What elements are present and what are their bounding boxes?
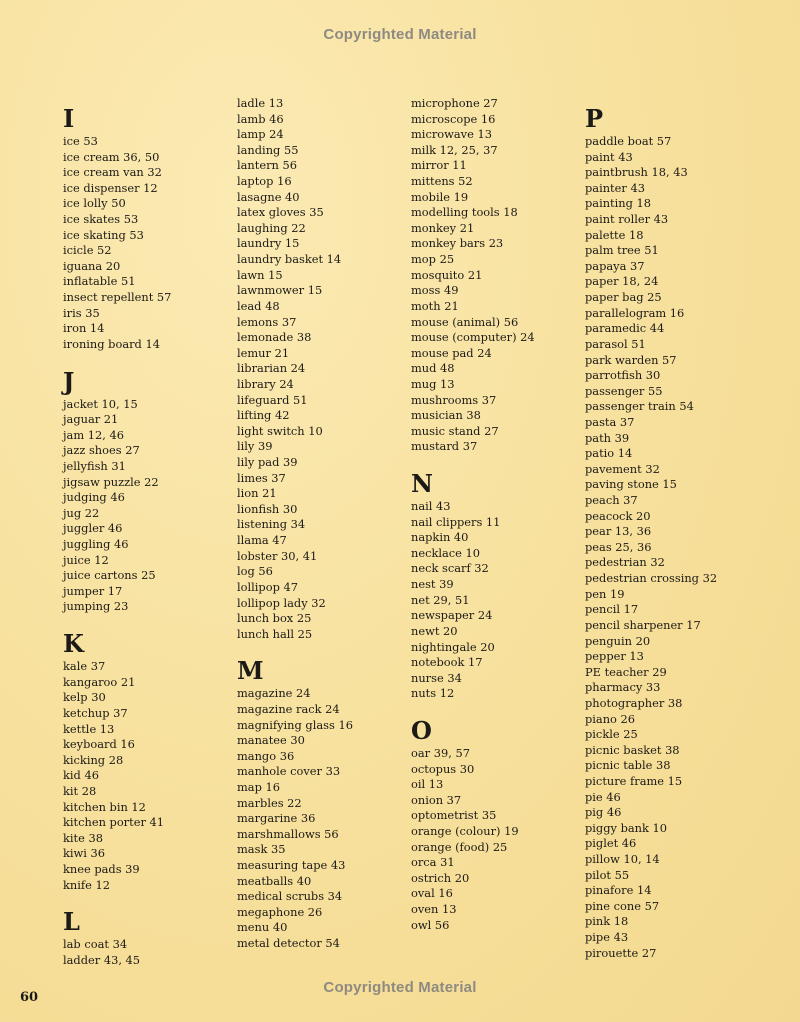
- index-entry: landing 55: [237, 142, 299, 157]
- index-entry: jigsaw puzzle 22: [63, 474, 159, 489]
- index-entry: mosquito 21: [411, 267, 483, 282]
- entry-list: [63, 134, 238, 353]
- index-entry: mud 48: [411, 361, 455, 376]
- index-entry: monkey bars 23: [411, 236, 504, 251]
- index-entry: iguana 20: [63, 258, 121, 273]
- index-entry: pink 18: [585, 914, 629, 929]
- index-entry: kiwi 36: [63, 846, 106, 861]
- index-entry: paper 18, 24: [585, 274, 659, 289]
- index-entry: mouse pad 24: [411, 345, 492, 360]
- index-entry: nest 39: [411, 577, 454, 592]
- index-entry: menu 40: [237, 920, 288, 935]
- index-entry: jazz shoes 27: [63, 443, 140, 458]
- index-entry: moth 21: [411, 298, 459, 313]
- index-entry: napkin 40: [411, 530, 469, 545]
- index-section: [411, 716, 586, 933]
- index-column-3: [411, 96, 586, 933]
- index-entry: pepper 13: [585, 649, 644, 664]
- index-entry: peacock 20: [585, 508, 651, 523]
- index-entry: juice cartons 25: [63, 568, 156, 583]
- index-section: [63, 629, 238, 893]
- index-entry: ice cream 36, 50: [63, 149, 160, 164]
- index-entry: patio 14: [585, 446, 633, 461]
- index-entry: lily 39: [237, 439, 273, 454]
- entry-list: [63, 397, 238, 616]
- index-entry: kid 46: [63, 768, 99, 783]
- index-entry: kale 37: [63, 659, 106, 674]
- index-entry: mittens 52: [411, 174, 473, 189]
- section-letter-heading: L: [63, 907, 80, 937]
- index-entry: piglet 46: [585, 836, 637, 851]
- index-entry: music stand 27: [411, 423, 499, 438]
- entry-list: [63, 659, 238, 893]
- index-entry: marbles 22: [237, 795, 302, 810]
- index-entry: lamp 24: [237, 127, 284, 142]
- index-entry: oval 16: [411, 886, 453, 901]
- index-entry: park warden 57: [585, 352, 677, 367]
- index-entry: kite 38: [63, 830, 103, 845]
- index-entry: map 16: [237, 779, 280, 794]
- index-entry: judging 46: [63, 490, 125, 505]
- index-entry: onion 37: [411, 792, 462, 807]
- entry-list: [411, 499, 586, 702]
- index-entry: light switch 10: [237, 423, 323, 438]
- index-entry: photographer 38: [585, 695, 683, 710]
- index-entry: jaguar 21: [63, 412, 119, 427]
- index-entry: oven 13: [411, 902, 457, 917]
- index-entry: nurse 34: [411, 670, 462, 685]
- index-entry: papaya 37: [585, 258, 645, 273]
- index-section: [237, 96, 412, 642]
- index-entry: paint 43: [585, 149, 633, 164]
- page-number: 60: [20, 990, 39, 1005]
- index-entry: picture frame 15: [585, 773, 683, 788]
- index-entry: mop 25: [411, 252, 455, 267]
- index-entry: paper bag 25: [585, 290, 662, 305]
- index-entry: margarine 36: [237, 811, 316, 826]
- index-entry: oil 13: [411, 777, 444, 792]
- index-entry: lead 48: [237, 298, 280, 313]
- index-entry: lemur 21: [237, 345, 290, 360]
- entry-list: [411, 746, 586, 933]
- index-entry: lobster 30, 41: [237, 548, 318, 563]
- index-entry: metal detector 54: [237, 936, 340, 951]
- index-entry: laptop 16: [237, 174, 292, 189]
- index-entry: mobile 19: [411, 189, 469, 204]
- index-entry: lasagne 40: [237, 189, 300, 204]
- index-entry: parallelogram 16: [585, 305, 685, 320]
- section-letter-heading: J: [63, 366, 75, 396]
- index-entry: lily pad 39: [237, 455, 298, 470]
- index-entry: pencil sharpener 17: [585, 617, 701, 632]
- index-entry: pirouette 27: [585, 945, 657, 960]
- index-entry: ice skates 53: [63, 212, 139, 227]
- index-entry: lab coat 34: [63, 937, 128, 952]
- index-entry: parrotfish 30: [585, 368, 661, 383]
- entry-list: [237, 96, 412, 642]
- index-entry: pharmacy 33: [585, 680, 661, 695]
- index-entry: llama 47: [237, 533, 287, 548]
- index-entry: ladle 13: [237, 96, 284, 110]
- index-entry: palette 18: [585, 227, 644, 242]
- section-letter-heading: I: [63, 104, 75, 133]
- index-entry: picnic basket 38: [585, 742, 680, 757]
- index-section: [411, 96, 586, 455]
- index-entry: knee pads 39: [63, 861, 140, 876]
- index-entry: ice lolly 50: [63, 196, 126, 211]
- index-entry: microwave 13: [411, 127, 492, 142]
- index-entry: ketchup 37: [63, 705, 128, 720]
- index-entry: measuring tape 43: [237, 858, 346, 873]
- index-entry: paving stone 15: [585, 477, 677, 492]
- index-entry: laundry basket 14: [237, 252, 342, 267]
- index-entry: ironing board 14: [63, 336, 160, 351]
- entry-list: [585, 134, 760, 961]
- index-entry: pipe 43: [585, 930, 629, 945]
- index-entry: lifeguard 51: [237, 392, 308, 407]
- index-entry: octopus 30: [411, 761, 475, 776]
- index-entry: jellyfish 31: [63, 458, 126, 473]
- index-column-2: [237, 96, 412, 952]
- index-entry: pillow 10, 14: [585, 852, 660, 867]
- index-entry: microscope 16: [411, 111, 496, 126]
- index-entry: pine cone 57: [585, 898, 660, 913]
- index-entry: latex gloves 35: [237, 205, 324, 220]
- index-entry: librarian 24: [237, 361, 306, 376]
- index-entry: mushrooms 37: [411, 392, 497, 407]
- index-entry: kicking 28: [63, 752, 124, 767]
- index-entry: laughing 22: [237, 220, 306, 235]
- index-entry: magazine rack 24: [237, 701, 340, 716]
- index-entry: lion 21: [237, 486, 277, 501]
- index-entry: pickle 25: [585, 727, 638, 742]
- index-entry: microphone 27: [411, 96, 498, 110]
- section-letter-heading: P: [585, 104, 604, 133]
- index-entry: lunch hall 25: [237, 626, 313, 641]
- index-entry: ice 53: [63, 134, 98, 148]
- index-section: [411, 469, 586, 702]
- index-entry: pavement 32: [585, 461, 660, 476]
- index-entry: lollipop lady 32: [237, 595, 326, 610]
- index-entry: pedestrian crossing 32: [585, 571, 718, 586]
- section-letter-heading: N: [411, 469, 433, 499]
- index-entry: manatee 30: [237, 733, 305, 748]
- index-entry: pasta 37: [585, 414, 635, 429]
- index-entry: medical scrubs 34: [237, 889, 343, 904]
- index-entry: juggler 46: [63, 521, 123, 536]
- index-entry: mug 13: [411, 376, 455, 391]
- index-entry: musician 38: [411, 408, 481, 423]
- index-entry: library 24: [237, 376, 294, 391]
- index-entry: newt 20: [411, 623, 458, 638]
- index-entry: net 29, 51: [411, 592, 470, 607]
- index-entry: passenger 55: [585, 383, 663, 398]
- index-entry: peach 37: [585, 493, 638, 508]
- index-entry: megaphone 26: [237, 904, 323, 919]
- entry-list: [411, 96, 586, 455]
- index-entry: jumper 17: [63, 583, 123, 598]
- index-entry: pencil 17: [585, 602, 639, 617]
- index-entry: lollipop 47: [237, 579, 298, 594]
- index-entry: paddle boat 57: [585, 134, 672, 148]
- index-entry: orca 31: [411, 855, 455, 870]
- index-entry: painting 18: [585, 196, 652, 211]
- index-section: [63, 907, 238, 968]
- index-entry: paint roller 43: [585, 212, 669, 227]
- index-entry: kelp 30: [63, 690, 106, 705]
- index-entry: pinafore 14: [585, 883, 652, 898]
- index-entry: ostrich 20: [411, 870, 470, 885]
- index-entry: meatballs 40: [237, 873, 312, 888]
- index-entry: jumping 23: [63, 599, 129, 614]
- section-letter-heading: K: [63, 629, 84, 659]
- index-entry: newspaper 24: [411, 608, 493, 623]
- index-entry: keyboard 16: [63, 737, 135, 752]
- index-entry: magazine 24: [237, 686, 311, 701]
- index-entry: peas 25, 36: [585, 539, 652, 554]
- index-entry: lantern 56: [237, 158, 297, 173]
- index-entry: inflatable 51: [63, 274, 136, 289]
- index-entry: jug 22: [63, 505, 100, 520]
- index-entry: lawnmower 15: [237, 283, 323, 298]
- index-section: [237, 656, 412, 951]
- index-section: [63, 104, 238, 353]
- index-entry: knife 12: [63, 877, 110, 892]
- index-entry: log 56: [237, 564, 273, 579]
- index-entry: juggling 46: [63, 537, 129, 552]
- section-letter-heading: O: [411, 715, 432, 745]
- index-entry: magnifying glass 16: [237, 717, 353, 732]
- index-entry: mouse (computer) 24: [411, 330, 535, 345]
- index-entry: necklace 10: [411, 545, 481, 560]
- index-column-1: [63, 96, 238, 968]
- index-entry: jam 12, 46: [63, 427, 124, 442]
- index-entry: paramedic 44: [585, 321, 665, 336]
- index-entry: kitchen porter 41: [63, 815, 165, 830]
- index-entry: passenger train 54: [585, 399, 694, 414]
- index-entry: limes 37: [237, 470, 286, 485]
- index-entry: ice cream van 32: [63, 165, 162, 180]
- index-entry: ladder 43, 45: [63, 952, 141, 967]
- index-entry: nuts 12: [411, 686, 455, 701]
- index-entry: orange (food) 25: [411, 839, 508, 854]
- index-entry: notebook 17: [411, 655, 483, 670]
- index-entry: pie 46: [585, 789, 621, 804]
- index-entry: path 39: [585, 430, 630, 445]
- index-entry: manhole cover 33: [237, 764, 341, 779]
- index-section: [585, 104, 760, 961]
- watermark-bottom: Copyrighted Material: [323, 979, 477, 996]
- entry-list: [63, 937, 238, 968]
- index-entry: lamb 46: [237, 111, 284, 126]
- index-entry: nightingale 20: [411, 639, 495, 654]
- entry-list: [237, 686, 412, 951]
- index-entry: lifting 42: [237, 408, 290, 423]
- index-entry: ice skating 53: [63, 227, 144, 242]
- index-entry: insect repellent 57: [63, 290, 172, 305]
- index-entry: laundry 15: [237, 236, 300, 251]
- index-entry: pen 19: [585, 586, 625, 601]
- index-entry: pear 13, 36: [585, 524, 652, 539]
- index-entry: icicle 52: [63, 243, 112, 258]
- index-entry: jacket 10, 15: [63, 396, 138, 411]
- index-entry: pig 46: [585, 805, 622, 820]
- index-column-4: [585, 96, 760, 961]
- index-entry: painter 43: [585, 180, 645, 195]
- index-entry: listening 34: [237, 517, 306, 532]
- index-entry: iron 14: [63, 321, 105, 336]
- index-entry: modelling tools 18: [411, 205, 518, 220]
- index-entry: parasol 51: [585, 336, 646, 351]
- index-entry: mustard 37: [411, 439, 478, 454]
- index-entry: ice dispenser 12: [63, 180, 158, 195]
- index-entry: marshmallows 56: [237, 826, 339, 841]
- index-entry: kit 28: [63, 783, 97, 798]
- index-entry: paintbrush 18, 43: [585, 165, 688, 180]
- section-letter-heading: M: [237, 656, 264, 686]
- index-entry: mouse (animal) 56: [411, 314, 519, 329]
- index-entry: mask 35: [237, 842, 286, 857]
- index-entry: penguin 20: [585, 633, 651, 648]
- index-entry: lemonade 38: [237, 330, 312, 345]
- index-section: [63, 367, 238, 616]
- index-entry: picnic table 38: [585, 758, 671, 773]
- index-entry: kitchen bin 12: [63, 799, 146, 814]
- index-entry: orange (colour) 19: [411, 823, 519, 838]
- index-entry: mango 36: [237, 748, 295, 763]
- index-entry: nail 43: [411, 499, 451, 514]
- index-entry: nail clippers 11: [411, 514, 501, 529]
- index-entry: lionfish 30: [237, 501, 298, 516]
- index-entry: neck scarf 32: [411, 561, 489, 576]
- index-entry: piggy bank 10: [585, 820, 668, 835]
- index-entry: kangaroo 21: [63, 674, 136, 689]
- index-entry: mirror 11: [411, 158, 467, 173]
- index-entry: owl 56: [411, 917, 450, 932]
- index-entry: milk 12, 25, 37: [411, 142, 498, 157]
- index-entry: pilot 55: [585, 867, 630, 882]
- index-entry: PE teacher 29: [585, 664, 667, 679]
- index-entry: lemons 37: [237, 314, 297, 329]
- index-entry: oar 39, 57: [411, 745, 470, 760]
- index-entry: moss 49: [411, 283, 459, 298]
- watermark-top: Copyrighted Material: [323, 26, 477, 43]
- index-entry: optometrist 35: [411, 808, 497, 823]
- index-entry: juice 12: [63, 552, 109, 567]
- index-entry: palm tree 51: [585, 243, 659, 258]
- index-entry: piano 26: [585, 711, 636, 726]
- index-entry: iris 35: [63, 305, 100, 320]
- index-entry: pedestrian 32: [585, 555, 665, 570]
- index-entry: monkey 21: [411, 220, 475, 235]
- index-entry: kettle 13: [63, 721, 115, 736]
- index-entry: lunch box 25: [237, 611, 312, 626]
- index-entry: lawn 15: [237, 267, 283, 282]
